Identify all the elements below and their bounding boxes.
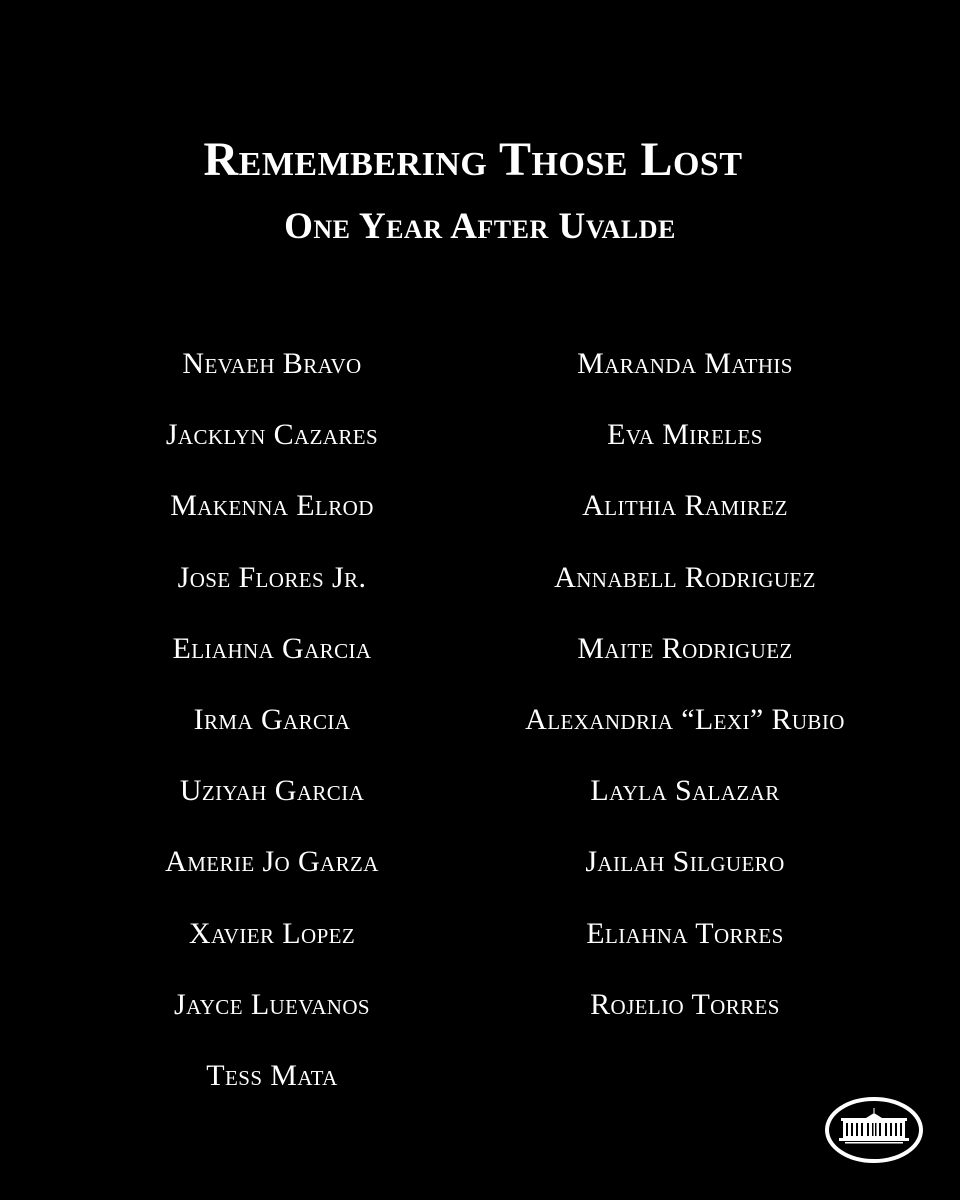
- name-item: Eliahna Garcia: [172, 631, 372, 665]
- name-item: Irma Garcia: [193, 702, 351, 736]
- name-item: Jailah Silguero: [585, 845, 785, 879]
- name-item: Nevaeh Bravo: [182, 347, 362, 380]
- name-item: Alexandria “Lexi” Rubio: [525, 702, 845, 736]
- name-item: Maranda Mathis: [577, 347, 793, 380]
- name-item: Tess Mata: [206, 1058, 338, 1092]
- names-list-right: [470, 334, 900, 1046]
- name-item: Eliahna Torres: [586, 916, 784, 950]
- name-item: Xavier Lopez: [188, 916, 356, 950]
- name-item: Layla Salazar: [590, 774, 780, 808]
- name-item: Maite Rodriguez: [577, 631, 793, 665]
- name-item: Uziyah Garcia: [179, 774, 365, 808]
- name-item: Jacklyn Cazares: [165, 418, 379, 452]
- names-list-left: [60, 334, 484, 1117]
- page-title: Remembering Those Lost: [203, 133, 743, 186]
- name-item: Eva Mireles: [607, 418, 763, 452]
- white-house-seal-icon: [824, 1096, 924, 1166]
- page-subtitle: One Year After Uvalde: [284, 206, 676, 247]
- name-item: Jayce Luevanos: [174, 987, 370, 1021]
- name-item: Rojelio Torres: [590, 987, 780, 1021]
- name-item: Jose Flores Jr.: [177, 560, 367, 594]
- name-item: Alithia Ramirez: [582, 489, 788, 523]
- name-item: Amerie Jo Garza: [165, 845, 379, 879]
- name-item: Makenna Elrod: [170, 489, 374, 523]
- name-item: Annabell Rodriguez: [554, 560, 816, 594]
